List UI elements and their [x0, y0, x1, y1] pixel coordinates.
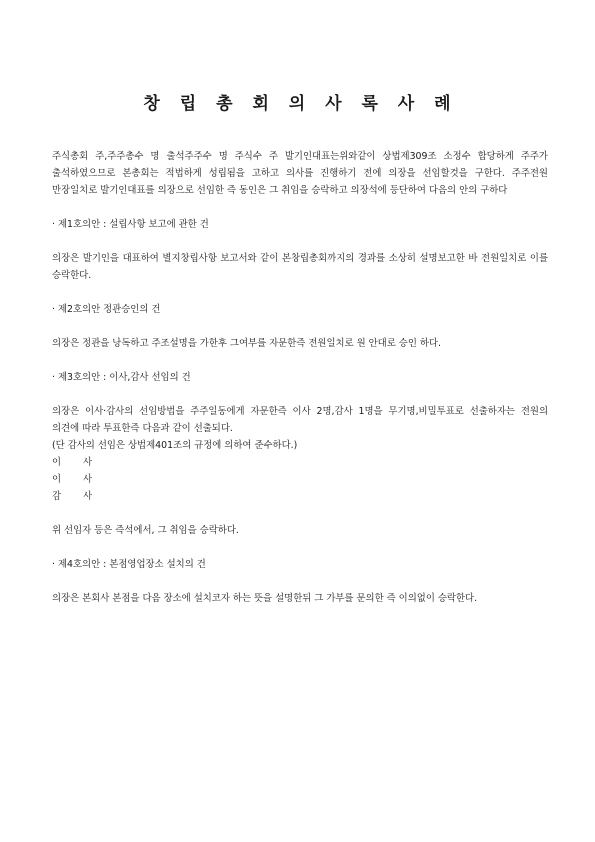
agenda-1-body: 의장은 발기인을 대표하여 별지창립사항 보고서와 같이 본창립총회까지의 경과를 소상히 설명보고한 바 전원일치로 이를 승락한다. — [52, 253, 548, 281]
agenda-3-heading: · 제3호의안 : 이사,감사 선임의 건 — [52, 372, 191, 383]
agenda-1-heading: · 제1호의안 : 설립사항 보고에 관한 건 — [52, 219, 209, 230]
officer-title: 이사 — [52, 457, 115, 468]
agenda-4-heading: · 제4호의안 : 본점영업장소 설치의 건 — [52, 559, 206, 570]
officer-line — [52, 471, 548, 488]
agenda-3-closing: 위 선임자 등은 즉석에서, 그 취임을 승락하다. — [52, 525, 239, 536]
officer-title: 감사 — [52, 491, 115, 502]
intro-paragraph: 주식총회 주,주주총수 명 출석주주수 명 주식수 주 발기인대표는위와같이 상법제309조 소정수 합당하게 주주가 출석하였으므로 본총회는 적법하게 성립됨을 고하고 의사를 진행하기 전에 의장을 선임할것을 구한다. 주주전원 만장일치로 발기인대표를 의장으로 선임한 즉 동인은 그 취임을 승락하고 의장석에 등단하여 다음의 안의 구하다 — [52, 151, 548, 196]
document-title: 창 립 총 회 의 사 록 사 례 — [143, 94, 458, 114]
officer-title: 이사 — [52, 474, 115, 485]
agenda-3-body: 의장은 이사·감사의 선임방법을 주주일동에게 자문한즉 이사 2명,감사 1명을 무기명,비밀투표로 선출하자는 전원의 의견에 따라 투표한즉 다음과 같이 선출되다. — [52, 406, 548, 434]
agenda-2-body: 의장은 정관을 낭독하고 주조설명을 가한후 그여부를 자문한즉 전원일치로 원 안대로 승인 하다. — [52, 338, 441, 349]
agenda-3-note: (단 감사의 선임은 상법제401조의 규정에 의하여 준수하다.) — [52, 440, 298, 451]
officer-line — [52, 488, 548, 505]
document-body — [52, 148, 548, 607]
officer-line — [52, 454, 548, 471]
agenda-4-body: 의장은 본회사 본점을 다음 장소에 설치코자 하는 뜻을 설명한뒤 그 가부를 문의한 즉 이의없이 승락한다. — [52, 593, 478, 604]
agenda-2-heading: · 제2호의안 정관승인의 건 — [52, 304, 161, 315]
